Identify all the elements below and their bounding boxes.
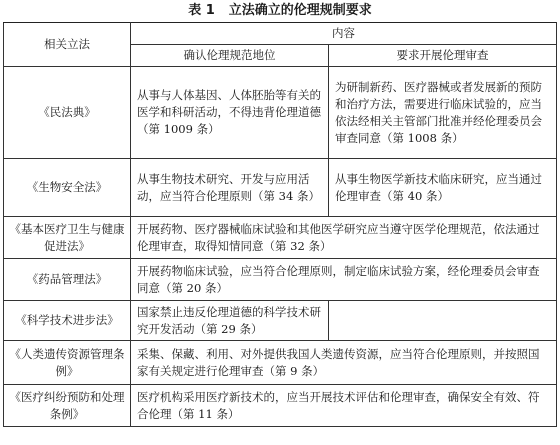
ethics-regulation-table [3, 22, 557, 427]
table-row [4, 385, 557, 427]
confirm-cell: 从事与人体基因、人体胚胎等有关的医学和科研活动，不得违背伦理道德（第 1009 条） [131, 67, 329, 159]
table-row [4, 217, 557, 259]
table-row [4, 259, 557, 301]
confirm-cell: 国家禁止违反伦理道德的科学技术研究开发活动（第 29 条） [131, 301, 329, 341]
review-cell: 从事生物医学新技术临床研究，应当通过伦理审查（第 40 条） [329, 159, 557, 217]
table-caption [0, 0, 560, 22]
merged-content-cell: 医疗机构采用医疗新技术的，应当开展技术评估和伦理审查，确保安全有效、符合伦理（第 11 条） [131, 385, 557, 427]
law-cell: 《医疗纠纷预防和处理条例》 [4, 385, 131, 427]
header-law: 相关立法 [4, 23, 131, 67]
table-row [4, 301, 557, 341]
merged-content-cell: 采集、保藏、利用、对外提供我国人类遗传资源，应当符合伦理原则，并按照国家有关规定进行伦理审查（第 9 条） [131, 341, 557, 385]
table-row [4, 67, 557, 159]
table-row [4, 341, 557, 385]
table-number: 表 1 [188, 3, 215, 18]
review-cell [329, 301, 557, 341]
review-cell: 为研制新药、医疗器械或者发展新的预防和治疗方法，需要进行临床试验的，应当依法经相关主管部门批准并经伦理委员会审查同意（第 1008 条） [329, 67, 557, 159]
law-cell: 《人类遗传资源管理条例》 [4, 341, 131, 385]
header-require-review: 要求开展伦理审查 [329, 45, 557, 67]
merged-content-cell: 开展药物临床试验，应当符合伦理原则，制定临床试验方案，经伦理委员会审查同意（第 20 条） [131, 259, 557, 301]
header-content: 内容 [131, 23, 557, 45]
law-cell: 《民法典》 [4, 67, 131, 159]
table-row [4, 159, 557, 217]
law-cell: 《基本医疗卫生与健康促进法》 [4, 217, 131, 259]
law-cell: 《药品管理法》 [4, 259, 131, 301]
merged-content-cell: 开展药物、医疗器械临床试验和其他医学研究应当遵守医学伦理规范，依法通过伦理审查，取得知情同意（第 32 条） [131, 217, 557, 259]
table-title: 立法确立的伦理规制要求 [228, 3, 372, 18]
law-cell: 《生物安全法》 [4, 159, 131, 217]
header-confirm-status: 确认伦理规范地位 [131, 45, 329, 67]
law-cell: 《科学技术进步法》 [4, 301, 131, 341]
confirm-cell: 从事生物技术研究、开发与应用活动，应当符合伦理原则（第 34 条） [131, 159, 329, 217]
